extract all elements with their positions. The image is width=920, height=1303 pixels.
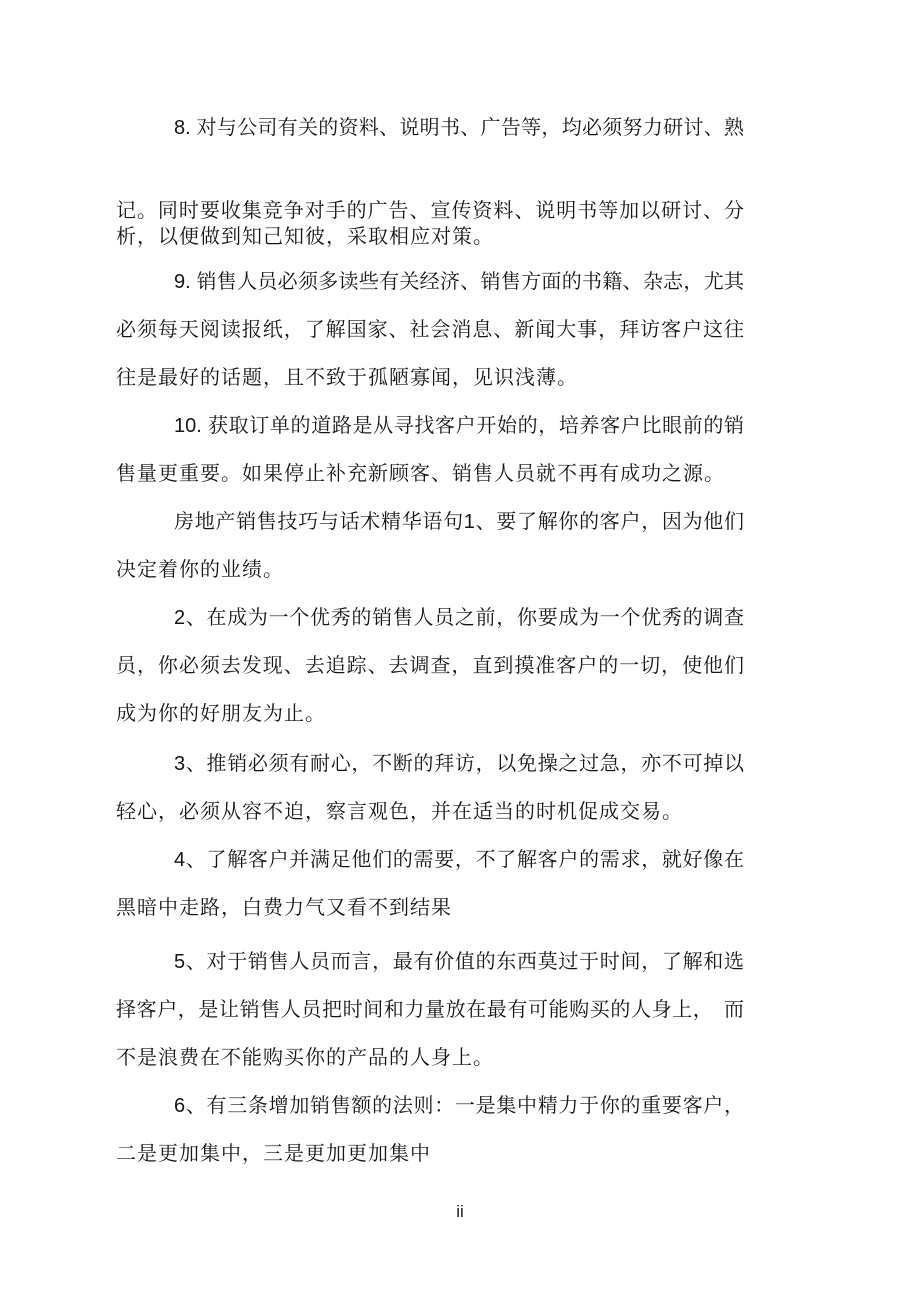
text-line: 售量更重要。如果停止补充新顾客、销售人员就不再有成功之源。 — [116, 463, 725, 485]
text-line: 8. 对与公司有关的资料、说明书、广告等，均必须努力研讨、熟 — [174, 117, 744, 139]
text-line: 往是最好的话题，且不致于孤陋寡闻，见识浅薄。 — [116, 367, 578, 389]
text-line: 不是浪费在不能购买你的产品的人身上。 — [116, 1047, 494, 1069]
text-line: 轻心，必须从容不迫，察言观色，并在适当的时机促成交易。 — [116, 801, 683, 823]
paragraph-item-8-continuation — [116, 198, 744, 250]
text-line: 二是更加集中，三是更加更加集中 — [116, 1143, 431, 1165]
text-line: 9. 销售人员必须多读些有关经济、销售方面的书籍、杂志，尤其 — [174, 271, 744, 293]
paragraph-item-5 — [116, 938, 744, 1082]
text-line: 择客户，是让销售人员把时间和力量放在最有可能购买的人身上， 而 — [116, 999, 744, 1021]
text-line: 2、在成为一个优秀的销售人员之前，你要成为一个优秀的调查 — [174, 607, 744, 629]
text-line: 3、推销必须有耐心，不断的拜访，以免操之过急，亦不可掉以 — [174, 753, 744, 775]
page-number: ii — [456, 1202, 464, 1221]
text-line: 成为你的好朋友为止。 — [116, 703, 326, 725]
text-line: 黑暗中走路，白费力气又看不到结果 — [116, 897, 452, 919]
paragraph-realestate-intro-item-1 — [116, 498, 744, 594]
paragraph-item-4 — [116, 836, 744, 932]
paragraph-item-10 — [116, 402, 744, 498]
text-line: 决定着你的业绩。 — [116, 559, 284, 581]
text-line: 6、有三条增加销售额的法则：一是集中精力于你的重要客户， — [174, 1095, 744, 1117]
document-body — [116, 104, 744, 1178]
text-line: 5、对于销售人员而言，最有价值的东西莫过于时间，了解和选 — [174, 951, 744, 973]
text-line: 析，以便做到知己知彼，采取相应对策。 — [116, 226, 494, 248]
paragraph-item-8 — [116, 104, 744, 152]
paragraph-item-6 — [116, 1082, 744, 1178]
text-line: 10. 获取订单的道路是从寻找客户开始的，培养客户比眼前的销 — [174, 415, 744, 437]
paragraph-item-9 — [116, 258, 744, 402]
text-line: 记。同时要收集竞争对手的广告、宣传资料、说明书等加以研讨、分 — [116, 200, 744, 222]
paragraph-item-2 — [116, 594, 744, 738]
paragraph-item-3 — [116, 740, 744, 836]
text-line: 必须每天阅读报纸，了解国家、社会消息、新闻大事，拜访客户这往 — [116, 319, 744, 341]
text-line: 员，你必须去发现、去追踪、去调查，直到摸准客户的一切，使他们 — [116, 655, 744, 677]
text-line: 房地产销售技巧与话术精华语句1、要了解你的客户，因为他们 — [174, 511, 744, 533]
text-line: 4、了解客户并满足他们的需要，不了解客户的需求，就好像在 — [174, 849, 744, 871]
